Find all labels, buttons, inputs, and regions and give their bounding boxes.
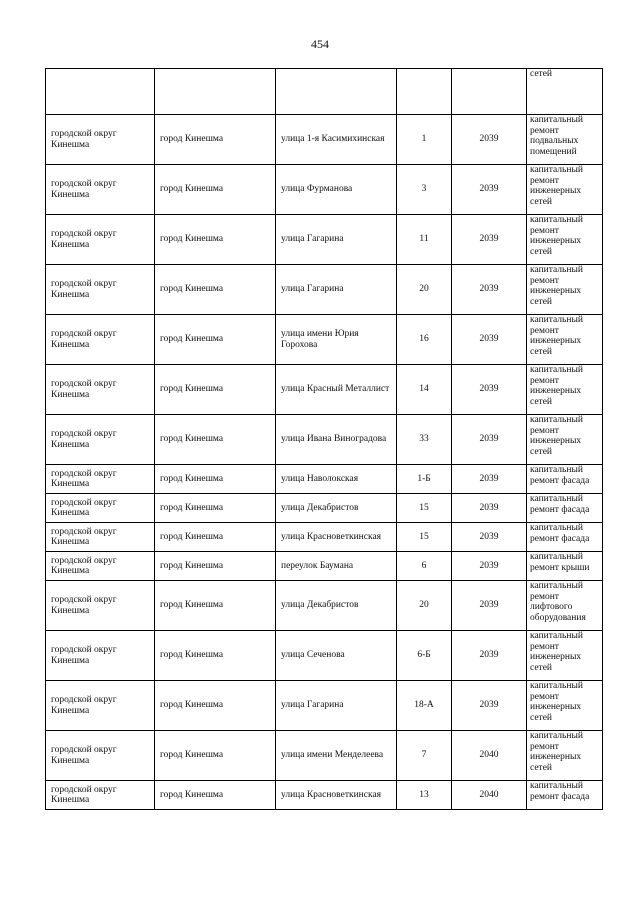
cell-street: улица Ивана Виноградова (276, 415, 397, 465)
table-row (46, 265, 603, 315)
page-number: 454 (311, 37, 329, 51)
cell-city: город Кинешма (155, 552, 276, 581)
cell-year: 2039 (452, 165, 527, 215)
cell-house: 20 (397, 581, 452, 631)
cell-city: город Кинешма (155, 781, 276, 810)
cell-street (276, 69, 397, 115)
cell-work: капитальный ремонт подвальных помещений (527, 115, 603, 165)
cell-house: 13 (397, 781, 452, 810)
cell-city (155, 69, 276, 115)
cell-work: капитальный ремонт инженерных сетей (527, 631, 603, 681)
cell-street: улица имени Юрия Горохова (276, 315, 397, 365)
cell-city: город Кинешма (155, 523, 276, 552)
cell-district: городской округ Кинешма (46, 415, 155, 465)
cell-street: улица Гагарина (276, 681, 397, 731)
cell-city: город Кинешма (155, 265, 276, 315)
cell-street: улица Красноветкинская (276, 781, 397, 810)
cell-street: улица Гагарина (276, 265, 397, 315)
table-row-continuation (46, 69, 603, 115)
cell-street: улица Красный Металлист (276, 365, 397, 415)
cell-house: 14 (397, 365, 452, 415)
cell-work: капитальный ремонт инженерных сетей (527, 731, 603, 781)
cell-work: капитальный ремонт инженерных сетей (527, 215, 603, 265)
cell-house: 6 (397, 552, 452, 581)
cell-city: город Кинешма (155, 681, 276, 731)
cell-district: городской округ Кинешма (46, 494, 155, 523)
cell-year: 2039 (452, 215, 527, 265)
cell-city: город Кинешма (155, 165, 276, 215)
cell-house: 33 (397, 415, 452, 465)
cell-street: улица Декабристов (276, 581, 397, 631)
cell-year: 2039 (452, 265, 527, 315)
table-row (46, 581, 603, 631)
cell-city: город Кинешма (155, 415, 276, 465)
table-row (46, 415, 603, 465)
cell-year: 2039 (452, 581, 527, 631)
cell-district: городской округ Кинешма (46, 165, 155, 215)
cell-year: 2039 (452, 115, 527, 165)
cell-work: капитальный ремонт фасада (527, 494, 603, 523)
cell-year: 2040 (452, 731, 527, 781)
cell-district: городской округ Кинешма (46, 681, 155, 731)
cell-house: 20 (397, 265, 452, 315)
cell-district: городской округ Кинешма (46, 581, 155, 631)
cell-work: капитальный ремонт инженерных сетей (527, 315, 603, 365)
table-row (46, 165, 603, 215)
cell-year: 2039 (452, 415, 527, 465)
cell-year: 2039 (452, 465, 527, 494)
cell-year: 2039 (452, 365, 527, 415)
cell-house: 1 (397, 115, 452, 165)
cell-district: городской округ Кинешма (46, 365, 155, 415)
cell-district: городской округ Кинешма (46, 115, 155, 165)
cell-city: город Кинешма (155, 315, 276, 365)
table-row (46, 315, 603, 365)
cell-work: капитальный ремонт фасада (527, 781, 603, 810)
cell-street: улица 1-я Касимихинская (276, 115, 397, 165)
cell-house: 7 (397, 731, 452, 781)
cell-city: город Кинешма (155, 631, 276, 681)
table-body (46, 69, 603, 810)
cell-house: 6-Б (397, 631, 452, 681)
cell-house: 18-А (397, 681, 452, 731)
cell-year: 2040 (452, 781, 527, 810)
cell-work: капитальный ремонт фасада (527, 523, 603, 552)
cell-city: город Кинешма (155, 465, 276, 494)
cell-street: переулок Баумана (276, 552, 397, 581)
cell-year: 2039 (452, 523, 527, 552)
cell-street: улица Наволокская (276, 465, 397, 494)
cell-city: город Кинешма (155, 215, 276, 265)
cell-street: улица Сеченова (276, 631, 397, 681)
cell-house: 1-Б (397, 465, 452, 494)
table-row (46, 215, 603, 265)
cell-city: город Кинешма (155, 115, 276, 165)
table-row (46, 552, 603, 581)
cell-house (397, 69, 452, 115)
cell-work: капитальный ремонт лифтового оборудования (527, 581, 603, 631)
cell-district: городской округ Кинешма (46, 631, 155, 681)
cell-city: город Кинешма (155, 365, 276, 415)
cell-house: 15 (397, 523, 452, 552)
table-row (46, 465, 603, 494)
cell-street: улица Красноветкинская (276, 523, 397, 552)
table-row (46, 494, 603, 523)
cell-street: улица Фурманова (276, 165, 397, 215)
cell-district: городской округ Кинешма (46, 315, 155, 365)
cell-house: 16 (397, 315, 452, 365)
cell-year: 2039 (452, 315, 527, 365)
cell-city: город Кинешма (155, 731, 276, 781)
cell-year: 2039 (452, 552, 527, 581)
cell-district: городской округ Кинешма (46, 523, 155, 552)
cell-work: капитальный ремонт инженерных сетей (527, 165, 603, 215)
cell-street: улица Декабристов (276, 494, 397, 523)
table-row (46, 115, 603, 165)
cell-district: городской округ Кинешма (46, 265, 155, 315)
cell-district: городской округ Кинешма (46, 552, 155, 581)
table-row (46, 781, 603, 810)
table-row (46, 523, 603, 552)
cell-house: 15 (397, 494, 452, 523)
table-row (46, 731, 603, 781)
table-row (46, 681, 603, 731)
cell-work: капитальный ремонт инженерных сетей (527, 681, 603, 731)
repair-schedule-table (45, 68, 603, 810)
cell-work: капитальный ремонт крыши (527, 552, 603, 581)
cell-year: 2039 (452, 631, 527, 681)
cell-district: городской округ Кинешма (46, 465, 155, 494)
cell-city: город Кинешма (155, 581, 276, 631)
cell-year: 2039 (452, 494, 527, 523)
cell-city: город Кинешма (155, 494, 276, 523)
cell-district: городской округ Кинешма (46, 731, 155, 781)
cell-work: сетей (527, 69, 603, 115)
table-row (46, 365, 603, 415)
cell-work: капитальный ремонт инженерных сетей (527, 265, 603, 315)
cell-street: улица имени Менделеева (276, 731, 397, 781)
cell-street: улица Гагарина (276, 215, 397, 265)
cell-district: городской округ Кинешма (46, 781, 155, 810)
cell-work: капитальный ремонт инженерных сетей (527, 365, 603, 415)
cell-year (452, 69, 527, 115)
cell-work: капитальный ремонт фасада (527, 465, 603, 494)
cell-district: городской округ Кинешма (46, 215, 155, 265)
cell-year: 2039 (452, 681, 527, 731)
cell-house: 11 (397, 215, 452, 265)
cell-house: 3 (397, 165, 452, 215)
cell-district (46, 69, 155, 115)
table-row (46, 631, 603, 681)
cell-work: капитальный ремонт инженерных сетей (527, 415, 603, 465)
